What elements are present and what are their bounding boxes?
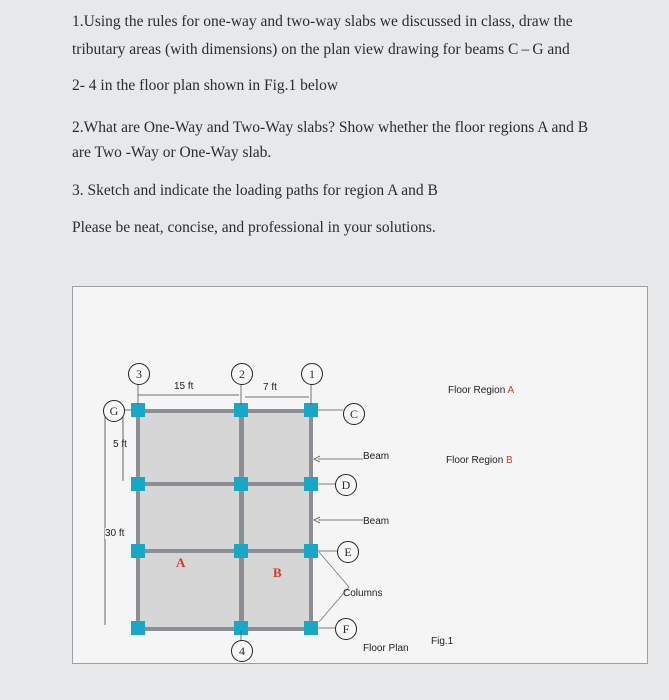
dimension-7ft: 7 ft	[263, 382, 277, 393]
dimension-30ft: 30 ft	[105, 528, 125, 539]
region-a-label: A	[176, 555, 186, 570]
instruction-line: Please be neat, concise, and professional in your solutions.	[72, 219, 436, 236]
column	[304, 621, 318, 635]
question-2-line-2: are Two -Way or One-Way slab.	[72, 144, 272, 161]
grid-bubble-c: C	[343, 403, 365, 425]
figure-1-floor-plan	[72, 286, 648, 664]
grid-bubble-d: D	[335, 474, 357, 496]
beam-line-f	[136, 627, 313, 631]
question-1-line-1: 1.Using the rules for one-way and two-way slabs we discussed in class, draw the	[72, 13, 573, 30]
grid-bubble-3: 3	[128, 363, 150, 385]
region-b-label: B	[273, 565, 282, 580]
column	[131, 544, 145, 558]
dimension-5ft: 5 ft	[113, 439, 127, 450]
column	[131, 477, 145, 491]
question-1-line-3: 2- 4 in the floor plan shown in Fig.1 below	[72, 77, 339, 94]
beam-line-c	[136, 409, 313, 413]
legend-floor-region-b: Floor Region B	[446, 455, 513, 466]
beam-line-e	[136, 549, 313, 553]
slab-area	[137, 411, 312, 631]
floor-plan-label: Floor Plan	[363, 643, 409, 654]
floor-plan-drawing	[73, 287, 647, 663]
beam-line-1	[309, 411, 313, 631]
column	[234, 477, 248, 491]
grid-bubble-2: 2	[231, 363, 253, 385]
column	[234, 403, 248, 417]
grid-bubble-e: E	[337, 541, 359, 563]
figure-number-label: Fig.1	[431, 636, 454, 647]
beam-line-2	[239, 411, 244, 631]
grid-bubble-f: F	[335, 618, 357, 640]
column	[131, 621, 145, 635]
column	[131, 403, 145, 417]
legend-floor-region-a: Floor Region A	[448, 385, 515, 396]
question-2-line-1: 2.What are One-Way and Two-Way slabs? Show whether the floor regions A and B	[72, 119, 589, 136]
column	[304, 477, 318, 491]
beam-label-lower: Beam	[363, 516, 390, 527]
question-1-line-2: tributary areas (with dimensions) on the plan view drawing for beams C – G and	[72, 41, 570, 58]
grid-bubble-4: 4	[231, 640, 253, 662]
beam-label-upper: Beam	[363, 451, 390, 462]
dimension-15ft: 15 ft	[174, 381, 194, 392]
grid-bubble-g: G	[103, 400, 125, 422]
column	[234, 544, 248, 558]
beam-line-3	[136, 411, 140, 631]
column	[304, 403, 318, 417]
grid-bubble-1: 1	[301, 363, 323, 385]
beam-line-d	[136, 482, 313, 486]
column	[304, 544, 318, 558]
columns-label: Columns	[343, 588, 383, 599]
question-3-line-1: 3. Sketch and indicate the loading paths for region A and B	[72, 182, 438, 199]
